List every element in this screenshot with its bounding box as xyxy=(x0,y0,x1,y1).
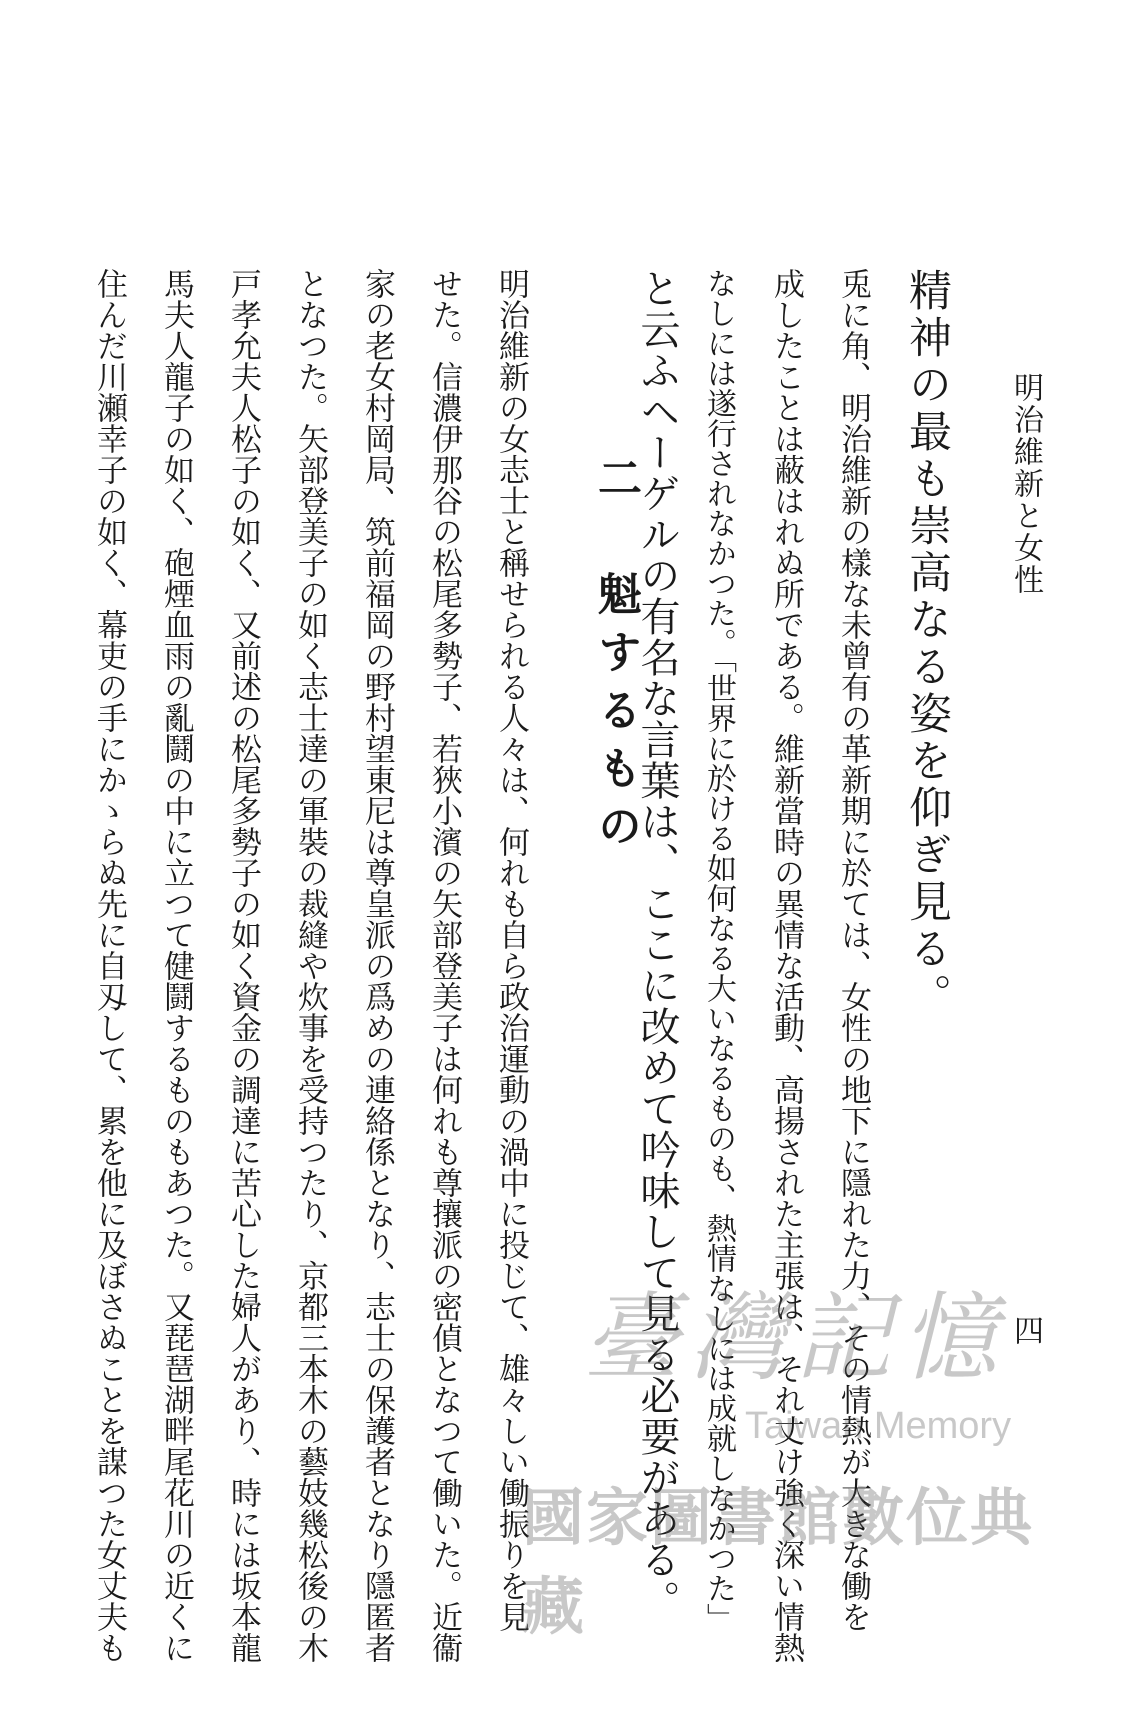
text-line: 兎に角、明治維新の樣な未曾有の革新期に於ては、女性の地下に隱れた力、その情熱が大きな働を xyxy=(835,268,871,1632)
text-line: 成したことは蔽はれぬ所である。維新當時の異情な活動、高揚された主張は、それ丈け強く深い情熱 xyxy=(768,268,804,1663)
text-line: 明治維新の女志士と稱せられる人々は、何れも自ら政治運動の渦中に投じて、雄々しい働振りを見 xyxy=(493,268,529,1632)
running-header-title: 明治維新と女性 xyxy=(1008,372,1043,596)
watermark xyxy=(510,1282,1080,1643)
watermark-subtitle: Taiwan Memory xyxy=(745,1405,1012,1447)
watermark-logo-text: 臺灣記憶 xyxy=(583,1282,1007,1394)
text-line: となつた。矢部登美子の如く志士達の軍裝の裁縫や炊事を受持つたり、京都三本木の藝妓幾松後の木 xyxy=(292,268,328,1663)
text-line: 戸孝允夫人松子の如く、又前述の松尾多勢子の如く資金の調達に苦心した婦人があり、時には坂本龍 xyxy=(225,268,261,1663)
text-line: 馬夫人龍子の如く、砲煙血雨の亂鬪の中に立つて健鬪するものもあつた。又琵琶湖畔尾花川の近くに xyxy=(158,268,194,1663)
text-line: 精神の最も崇高なる姿を仰ぎ見る。 xyxy=(902,268,952,1020)
watermark-caption: 國家圖書館數位典藏 xyxy=(522,1481,1035,1643)
page-number: 四 xyxy=(1008,1315,1043,1349)
text-line: せた。信濃伊那谷の松尾多勢子、若狹小濱の矢部登美子は何れも尊攘派の密偵となつて働いた。近衞 xyxy=(426,268,462,1663)
text-line: と云ふヘーゲルの有名な言葉は、ここに改めて吟味して見る必要がある。 xyxy=(634,268,680,1621)
text-line: 住んだ川瀬幸子の如く、幕吏の手にかゝらぬ先に自刄して、累を他に及ぼさぬことを謀つた女丈夫も xyxy=(91,268,127,1663)
section-heading: 二 魁するもの xyxy=(590,455,641,861)
text-line: 家の老女村岡局、筑前福岡の野村望東尼は尊皇派の爲めの連絡係となり、志士の保護者となり隱匿者 xyxy=(359,268,395,1663)
text-line: なしには遂行されなかつた。「世界に於ける如何なる大いなるものも、熱情なしには成就しなかつた」 xyxy=(701,268,736,1633)
